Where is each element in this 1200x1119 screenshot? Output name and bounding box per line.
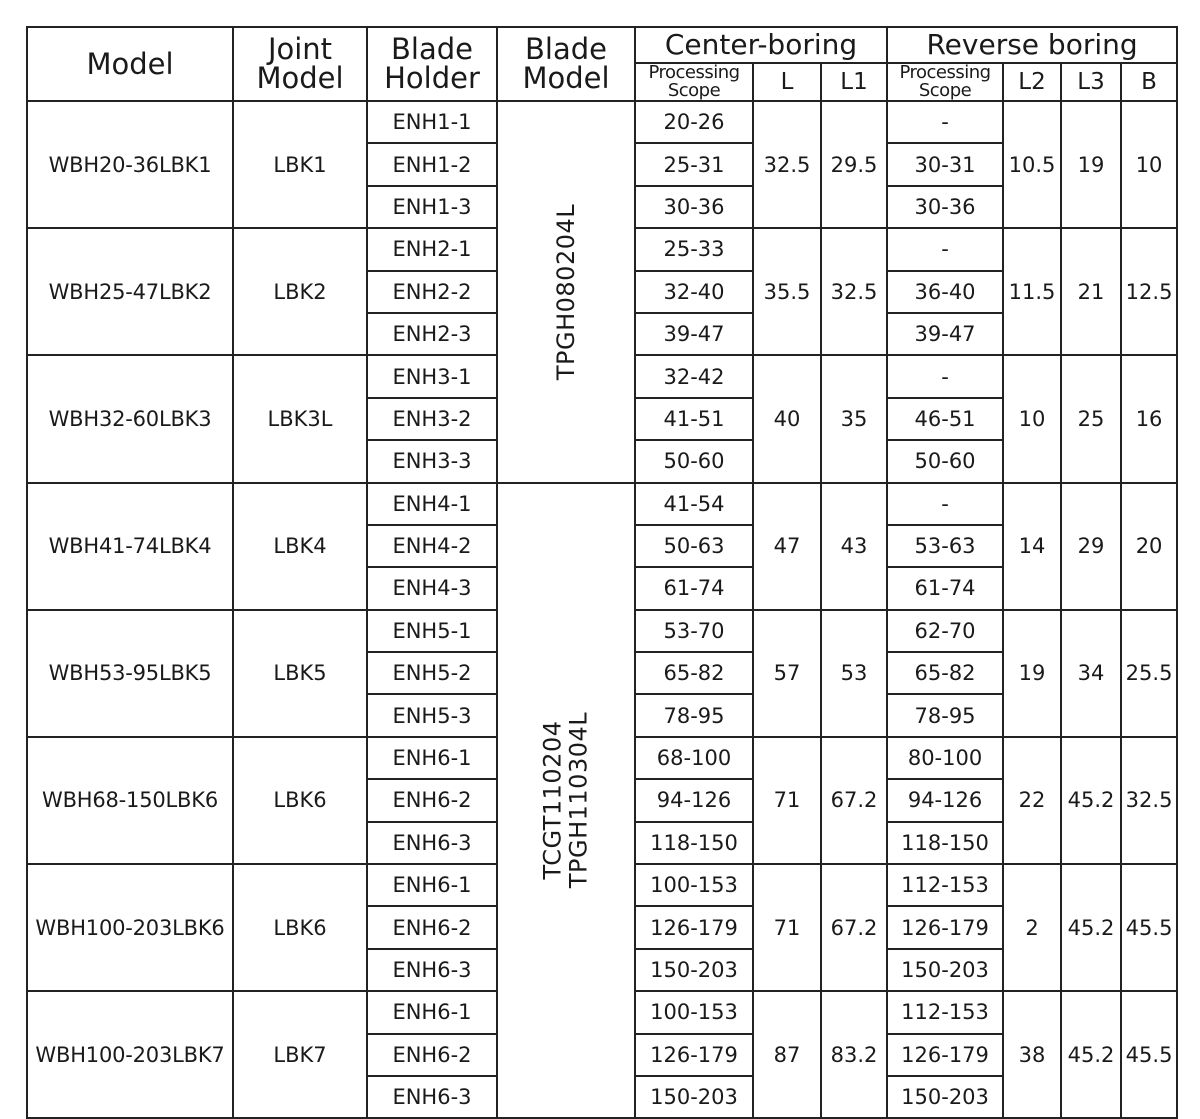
reverse-scope-cell: - <box>887 483 1003 525</box>
model-cell: WBH25-47LBK2 <box>27 228 233 355</box>
blade-holder-cell: ENH6-1 <box>367 864 497 906</box>
blade-holder-cell: ENH4-1 <box>367 483 497 525</box>
spec-table <box>26 26 1178 1119</box>
reverse-scope-cell: 36-40 <box>887 271 1003 313</box>
header-L2: L2 <box>1003 63 1061 101</box>
model-cell: WBH100-203LBK6 <box>27 864 233 991</box>
header-L: L <box>753 63 821 101</box>
L-cell: 87 <box>753 991 821 1118</box>
L3-cell: 25 <box>1061 355 1121 482</box>
L2-cell: 11.5 <box>1003 228 1061 355</box>
L2-cell: 2 <box>1003 864 1061 991</box>
blade-holder-cell: ENH4-3 <box>367 567 497 609</box>
table-row <box>27 101 1177 143</box>
blade-holder-cell: ENH2-1 <box>367 228 497 270</box>
joint-model-cell: LBK6 <box>233 737 367 864</box>
model-cell: WBH53-95LBK5 <box>27 610 233 737</box>
blade-holder-cell: ENH3-3 <box>367 440 497 482</box>
center-scope-cell: 32-40 <box>635 271 753 313</box>
B-cell: 32.5 <box>1121 737 1177 864</box>
header-L3: L3 <box>1061 63 1121 101</box>
blade-model-label <box>540 712 593 888</box>
B-cell: 12.5 <box>1121 228 1177 355</box>
reverse-scope-cell: 126-179 <box>887 1034 1003 1076</box>
center-scope-cell: 20-26 <box>635 101 753 143</box>
blade-holder-cell: ENH6-3 <box>367 1076 497 1118</box>
center-scope-cell: 61-74 <box>635 567 753 609</box>
center-scope-cell: 94-126 <box>635 779 753 821</box>
header-blade-model: Blade Model <box>497 27 635 101</box>
blade-holder-cell: ENH6-3 <box>367 949 497 991</box>
center-scope-cell: 118-150 <box>635 822 753 864</box>
L3-cell: 19 <box>1061 101 1121 228</box>
header-B: B <box>1121 63 1177 101</box>
reverse-scope-cell: 80-100 <box>887 737 1003 779</box>
L3-cell: 21 <box>1061 228 1121 355</box>
L2-cell: 10 <box>1003 355 1061 482</box>
model-cell: WBH32-60LBK3 <box>27 355 233 482</box>
L-cell: 57 <box>753 610 821 737</box>
header-center-boring: Center-boring <box>635 27 887 63</box>
blade-holder-cell: ENH6-2 <box>367 779 497 821</box>
blade-model-cell <box>497 483 635 1119</box>
blade-holder-cell: ENH1-3 <box>367 186 497 228</box>
joint-model-cell: LBK1 <box>233 101 367 228</box>
header-reverse-boring: Reverse boring <box>887 27 1177 63</box>
blade-holder-cell: ENH6-2 <box>367 1034 497 1076</box>
center-scope-cell: 65-82 <box>635 652 753 694</box>
L3-cell: 34 <box>1061 610 1121 737</box>
blade-holder-cell: ENH5-3 <box>367 694 497 736</box>
L2-cell: 10.5 <box>1003 101 1061 228</box>
L1-cell: 43 <box>821 483 887 610</box>
center-scope-cell: 50-63 <box>635 525 753 567</box>
B-cell: 10 <box>1121 101 1177 228</box>
blade-holder-cell: ENH6-1 <box>367 737 497 779</box>
L2-cell: 22 <box>1003 737 1061 864</box>
L1-cell: 83.2 <box>821 991 887 1118</box>
reverse-scope-cell: - <box>887 355 1003 397</box>
header-center-processing-scope: Processing Scope <box>635 63 753 101</box>
blade-holder-cell: ENH2-2 <box>367 271 497 313</box>
blade-model-text: TPGH080204L <box>551 203 580 380</box>
L1-cell: 53 <box>821 610 887 737</box>
header-model: Model <box>27 27 233 101</box>
center-scope-cell: 126-179 <box>635 1034 753 1076</box>
L-cell: 71 <box>753 864 821 991</box>
center-scope-cell: 78-95 <box>635 694 753 736</box>
model-cell: WBH100-203LBK7 <box>27 991 233 1118</box>
spec-table-body <box>27 101 1177 1118</box>
header-L1: L1 <box>821 63 887 101</box>
center-scope-cell: 100-153 <box>635 864 753 906</box>
joint-model-cell: LBK4 <box>233 483 367 610</box>
blade-holder-cell: ENH5-2 <box>367 652 497 694</box>
reverse-scope-cell: 150-203 <box>887 1076 1003 1118</box>
reverse-scope-cell: 112-153 <box>887 864 1003 906</box>
model-cell: WBH41-74LBK4 <box>27 483 233 610</box>
blade-holder-cell: ENH3-1 <box>367 355 497 397</box>
center-scope-cell: 25-31 <box>635 143 753 185</box>
reverse-scope-cell: 30-36 <box>887 186 1003 228</box>
reverse-scope-cell: 61-74 <box>887 567 1003 609</box>
reverse-scope-cell: 112-153 <box>887 991 1003 1033</box>
L1-cell: 67.2 <box>821 737 887 864</box>
reverse-scope-cell: 53-63 <box>887 525 1003 567</box>
blade-model-text: TPGH110304L <box>565 712 593 889</box>
model-cell: WBH68-150LBK6 <box>27 737 233 864</box>
L1-cell: 35 <box>821 355 887 482</box>
model-cell: WBH20-36LBK1 <box>27 101 233 228</box>
L1-cell: 67.2 <box>821 864 887 991</box>
B-cell: 25.5 <box>1121 610 1177 737</box>
joint-model-cell: LBK7 <box>233 991 367 1118</box>
blade-model-cell <box>497 101 635 483</box>
B-cell: 16 <box>1121 355 1177 482</box>
B-cell: 20 <box>1121 483 1177 610</box>
header-reverse-processing-scope: Processing Scope <box>887 63 1003 101</box>
blade-holder-cell: ENH4-2 <box>367 525 497 567</box>
blade-holder-cell: ENH6-1 <box>367 991 497 1033</box>
L-cell: 40 <box>753 355 821 482</box>
center-scope-cell: 41-54 <box>635 483 753 525</box>
reverse-scope-cell: 30-31 <box>887 143 1003 185</box>
header-joint-model: Joint Model <box>233 27 367 101</box>
L3-cell: 45.2 <box>1061 737 1121 864</box>
B-cell: 45.5 <box>1121 864 1177 991</box>
L3-cell: 29 <box>1061 483 1121 610</box>
reverse-scope-cell: - <box>887 228 1003 270</box>
joint-model-cell: LBK5 <box>233 610 367 737</box>
reverse-scope-cell: 94-126 <box>887 779 1003 821</box>
joint-model-cell: LBK2 <box>233 228 367 355</box>
center-scope-cell: 50-60 <box>635 440 753 482</box>
L3-cell: 45.2 <box>1061 864 1121 991</box>
center-scope-cell: 68-100 <box>635 737 753 779</box>
center-scope-cell: 39-47 <box>635 313 753 355</box>
reverse-scope-cell: 39-47 <box>887 313 1003 355</box>
L2-cell: 38 <box>1003 991 1061 1118</box>
L1-cell: 32.5 <box>821 228 887 355</box>
reverse-scope-cell: 150-203 <box>887 949 1003 991</box>
blade-holder-cell: ENH5-1 <box>367 610 497 652</box>
center-scope-cell: 30-36 <box>635 186 753 228</box>
blade-holder-cell: ENH6-3 <box>367 822 497 864</box>
center-scope-cell: 25-33 <box>635 228 753 270</box>
center-scope-cell: 150-203 <box>635 1076 753 1118</box>
L2-cell: 14 <box>1003 483 1061 610</box>
reverse-scope-cell: 78-95 <box>887 694 1003 736</box>
reverse-scope-cell: 46-51 <box>887 398 1003 440</box>
reverse-scope-cell: - <box>887 101 1003 143</box>
reverse-scope-cell: 126-179 <box>887 906 1003 948</box>
L2-cell: 19 <box>1003 610 1061 737</box>
L1-cell: 29.5 <box>821 101 887 228</box>
B-cell: 45.5 <box>1121 991 1177 1118</box>
center-scope-cell: 100-153 <box>635 991 753 1033</box>
center-scope-cell: 126-179 <box>635 906 753 948</box>
joint-model-cell: LBK3L <box>233 355 367 482</box>
center-scope-cell: 32-42 <box>635 355 753 397</box>
header-blade-holder: Blade Holder <box>367 27 497 101</box>
L-cell: 71 <box>753 737 821 864</box>
blade-holder-cell: ENH3-2 <box>367 398 497 440</box>
reverse-scope-cell: 62-70 <box>887 610 1003 652</box>
blade-model-label <box>553 204 579 380</box>
table-row <box>27 483 1177 525</box>
center-scope-cell: 41-51 <box>635 398 753 440</box>
blade-holder-cell: ENH6-2 <box>367 906 497 948</box>
joint-model-cell: LBK6 <box>233 864 367 991</box>
blade-model-text: TCGT110204 <box>538 720 567 880</box>
L-cell: 32.5 <box>753 101 821 228</box>
L-cell: 47 <box>753 483 821 610</box>
reverse-scope-cell: 50-60 <box>887 440 1003 482</box>
center-scope-cell: 150-203 <box>635 949 753 991</box>
blade-holder-cell: ENH1-2 <box>367 143 497 185</box>
center-scope-cell: 53-70 <box>635 610 753 652</box>
reverse-scope-cell: 65-82 <box>887 652 1003 694</box>
blade-holder-cell: ENH1-1 <box>367 101 497 143</box>
L3-cell: 45.2 <box>1061 991 1121 1118</box>
reverse-scope-cell: 118-150 <box>887 822 1003 864</box>
blade-holder-cell: ENH2-3 <box>367 313 497 355</box>
L-cell: 35.5 <box>753 228 821 355</box>
